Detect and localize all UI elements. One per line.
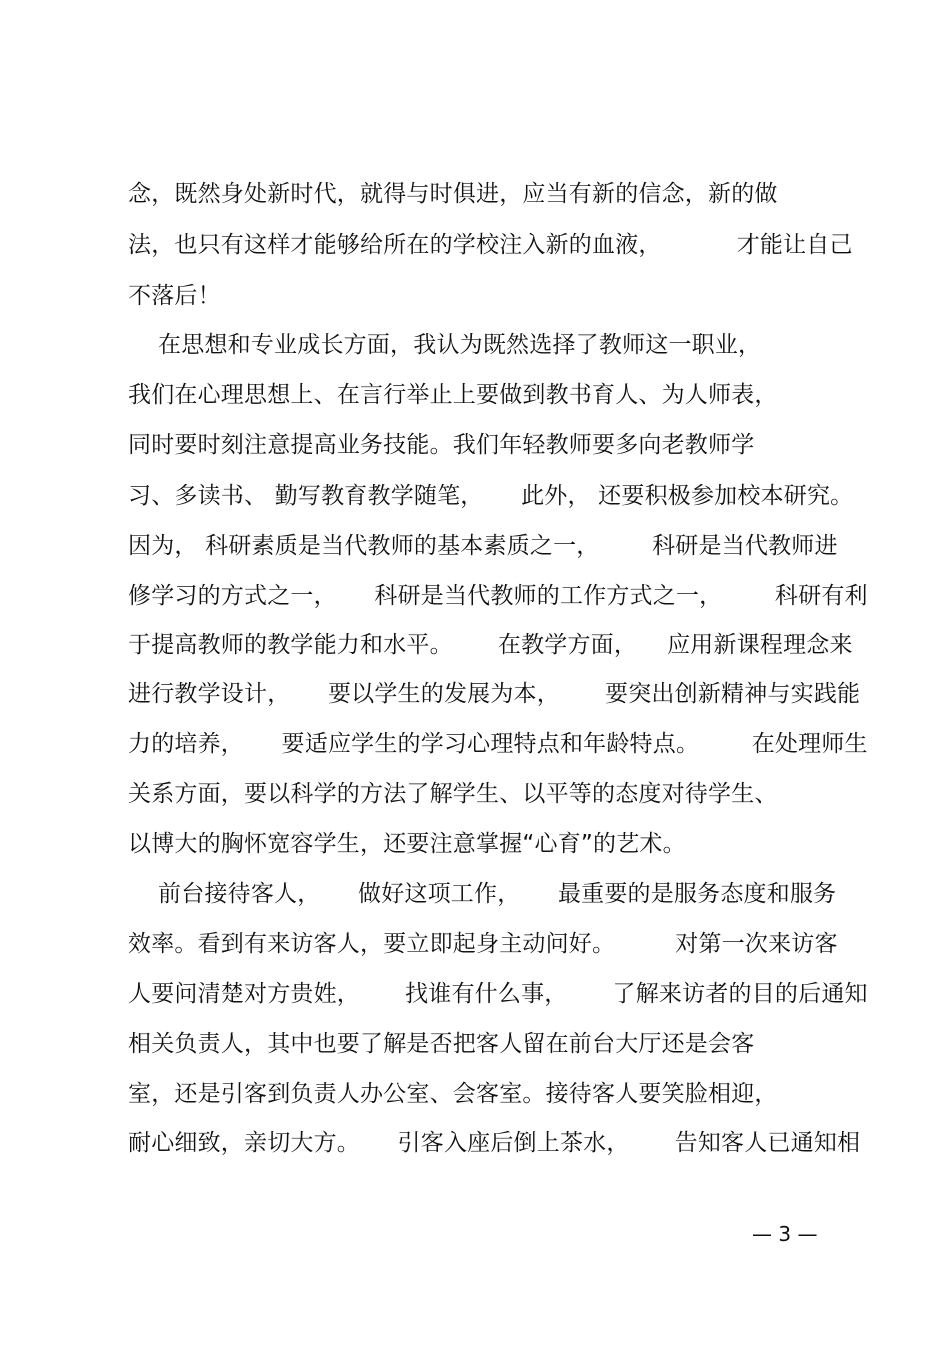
text-line: 室，还是引客到负责人办公室、会客室。接待客人要笑脸相迎， [128,1081,778,1107]
text-line: 在思想和专业成长方面，我认为既然选择了教师这一职业， [128,332,762,358]
text-line: 于提高教师的教学能力和水平。 在教学方面， 应用新课程理念来 [128,632,853,658]
text-line: 力的培养， 要适应学生的学习心理特点和年龄特点。 在处理师生 [128,731,868,757]
text-line: 相关负责人，其中也要了解是否把客人留在前台大厅还是会客 [128,1031,755,1057]
text-line: 耐心细致，亲切大方。 引客入座后倒上茶水， 告知客人已通知相 [128,1130,861,1156]
text-line: 前台接待客人， 做好这项工作， 最重要的是服务态度和服务 [128,881,837,907]
text-line: 关系方面，要以科学的方法了解学生、以平等的态度对待学生、 [128,781,778,807]
text-line: 法，也只有这样才能够给所在的学校注入新的血液， 才能让自己 [128,232,853,258]
text-line: 因为， 科研素质是当代教师的基本素质之一， 科研是当代教师进 [128,533,838,559]
page-number: — 3 — [752,1222,818,1246]
text-line: 不落后！ [128,283,221,309]
text-line: 同时要时刻注意提高业务技能。我们年轻教师要多向老教师学 [128,432,755,458]
text-line: 我们在心理思想上、在言行举止上要做到教书育人、为人师表， [128,382,778,408]
text-line: 以博大的胸怀宽容学生，还要注意掌握“心育”的艺术。 [128,831,686,857]
text-line: 修学习的方式之一， 科研是当代教师的工作方式之一， 科研有利 [128,583,868,609]
text-line: 人要问清楚对方贵姓， 找谁有什么事， 了解来访者的目的后通知 [128,981,868,1007]
text-line: 习、多读书、 勤写教育教学随笔， 此外， 还要积极参加校本研究。 [128,483,854,509]
text-line: 进行教学设计， 要以学生的发展为本， 要突出创新精神与实践能 [128,681,861,707]
text-line: 效率。看到有来访客人，要立即起身主动问好。 对第一次来访客 [128,931,838,957]
text-line: 念，既然身处新时代，就得与时俱进，应当有新的信念，新的做 [128,181,778,207]
